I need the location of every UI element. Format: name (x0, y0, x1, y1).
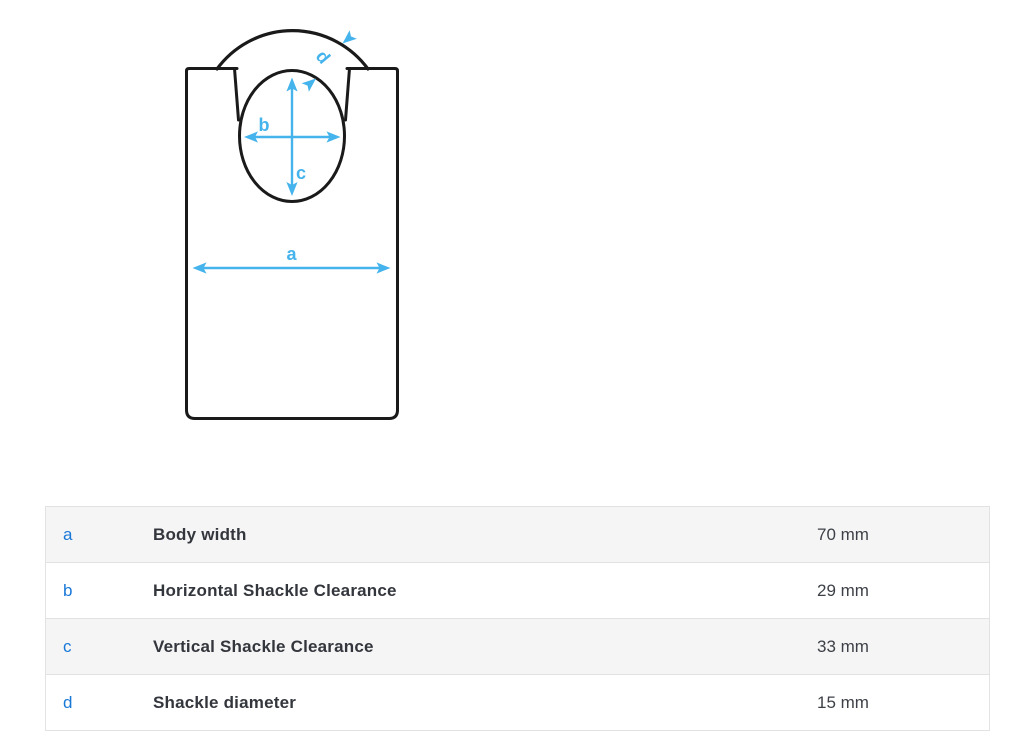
shackle-slot-right-wall (346, 69, 350, 121)
table-row (46, 674, 989, 730)
dimension-b-label: b (258, 115, 270, 135)
table-row (46, 507, 989, 562)
dimension-value: 33 mm (817, 637, 869, 656)
dimension-c-label: c (295, 163, 307, 183)
dimension-name: Horizontal Shackle Clearance (153, 581, 397, 600)
dimension-key: d (63, 693, 73, 712)
dimension-a-label: a (286, 244, 297, 264)
table-row (46, 618, 989, 674)
dimension-a-arrow (193, 262, 391, 273)
shackle-slot-left-wall (235, 69, 239, 121)
dimension-value: 70 mm (817, 525, 869, 544)
dimension-value: 15 mm (817, 693, 869, 712)
shackle-outer-arc (217, 31, 368, 69)
dimension-key: a (63, 525, 73, 544)
dimension-d-label: d (311, 46, 335, 68)
dimension-name: Vertical Shackle Clearance (153, 637, 374, 656)
dimension-key: b (63, 581, 73, 600)
dimension-key: c (63, 637, 72, 656)
table-row (46, 562, 989, 618)
dimension-value: 29 mm (817, 581, 869, 600)
dimensions-table (45, 506, 990, 731)
dimension-name: Body width (153, 525, 247, 544)
dimension-name: Shackle diameter (153, 693, 297, 712)
